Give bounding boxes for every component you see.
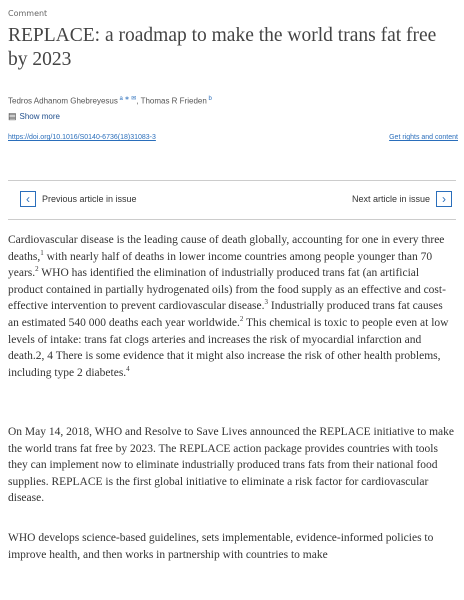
author-affiliation-marker[interactable]: a ∗ ✉ xyxy=(117,96,137,102)
rights-link[interactable]: Get rights and content xyxy=(389,134,458,141)
body-paragraph xyxy=(8,424,456,507)
reference-marker[interactable]: 1 xyxy=(40,248,44,257)
next-article-label: Next article in issue xyxy=(351,194,430,204)
paragraph-text: On May 14, 2018, WHO and Resolve to Save Lives announced the REPLACE initiative to make the world trans fat free by 2023. The REPLACE action package provides countries with tools they can implement now to eliminate industrially produced trans fats from their national food supplies. REPLACE is the first global initiative to eliminate a risk factor for cardiovascular disease. xyxy=(8,426,454,505)
author-affiliation-marker[interactable]: b xyxy=(206,96,212,102)
list-icon: ▤ xyxy=(8,111,17,121)
previous-article-label: Previous article in issue xyxy=(42,194,137,204)
article-title: REPLACE: a roadmap to make the world trans fat free by 2023 xyxy=(8,25,437,70)
paragraph-text: Industrially produced trans fat causes an estimated 540 000 deaths each year worldwide. xyxy=(8,300,443,329)
reference-marker[interactable]: 3 xyxy=(264,298,269,307)
paragraph-text: WHO has identified the elimination of industrially produced trans fat (an artificial product contained in partially hydrogenated oils) from the food supply as an effective and cost-effective intervention to prevent cardiovascular disease. xyxy=(8,267,446,313)
reference-marker[interactable]: 4 xyxy=(126,364,130,373)
author-name[interactable]: Tedros Adhanom Ghebreyesus xyxy=(8,96,118,106)
article-type-label: Comment xyxy=(8,9,48,18)
show-more-button[interactable] xyxy=(8,111,60,122)
chevron-right-icon: › xyxy=(436,191,452,207)
next-article-button[interactable] xyxy=(352,191,452,207)
previous-article-button[interactable] xyxy=(20,191,137,207)
doi-link[interactable]: https://doi.org/10.1016/S0140-6736(18)31083-3 xyxy=(8,134,156,141)
author-name[interactable]: Thomas R Frieden xyxy=(140,96,207,106)
author-list: Tedros Adhanom Ghebreyesus $^{a ∗ ✉}$, Thomas R Frieden $^b$ xyxy=(8,96,212,106)
body-paragraph xyxy=(8,232,456,381)
paragraph-text: WHO develops science-based guidelines, sets implementable, evidence-informed policies to improve health, and then works in partnership with countries to make xyxy=(8,532,434,561)
show-more-label: Show more xyxy=(19,112,60,121)
paragraph-text: Cardiovascular disease is the leading cause of death globally, accounting for one in every three deaths, xyxy=(8,234,445,263)
paragraph-text: This chemical is toxic to people even at low levels of intake: trans fat clogs arteries and increases the risk of myocardial infarction and death.2, 4 There is some evidence that it might also increase the risk of other health problems, including type 2 diabetes. xyxy=(8,316,449,379)
reference-marker[interactable]: 2 xyxy=(239,315,244,324)
body-paragraph xyxy=(8,530,456,563)
paragraph-text: with nearly half of deaths in lower income countries among people younger than 70 years. xyxy=(8,250,433,280)
reference-marker[interactable]: 2 xyxy=(35,265,39,274)
article-navigation xyxy=(8,180,456,220)
chevron-left-icon: ‹ xyxy=(20,191,36,207)
